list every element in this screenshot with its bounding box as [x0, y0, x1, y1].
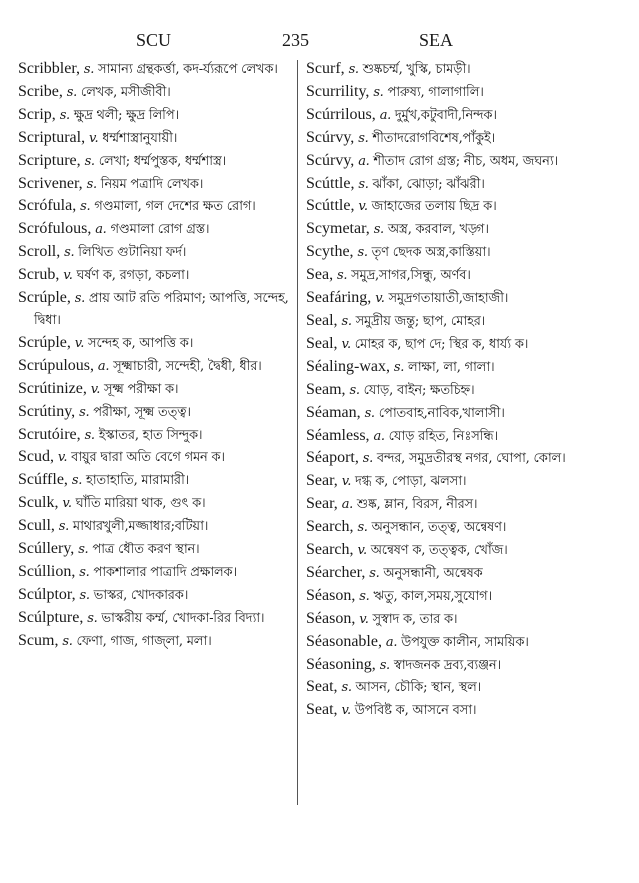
dictionary-entry — [18, 332, 308, 355]
dictionary-entry — [306, 654, 606, 677]
headword: Scúllery, — [18, 540, 75, 558]
part-of-speech: v. — [89, 130, 99, 146]
dictionary-entry — [306, 676, 606, 699]
right-column — [306, 58, 606, 722]
part-of-speech: s. — [393, 359, 405, 375]
definition: গণ্ডমালা, গল দেশের ক্ষত রোগ। — [94, 199, 256, 215]
part-of-speech: v. — [341, 474, 352, 490]
definition: লাক্ষা, লা, গালা। — [408, 359, 495, 375]
dictionary-entry — [18, 195, 308, 218]
headword: Scrub, — [18, 266, 60, 284]
part-of-speech: s. — [83, 62, 95, 77]
part-of-speech: s. — [84, 153, 95, 169]
part-of-speech: s. — [79, 404, 90, 420]
definition: ফেণা, গাজ, গাজ্‌লা, মলা। — [76, 633, 212, 649]
dictionary-entry — [306, 264, 606, 287]
dictionary-entry — [306, 402, 606, 425]
part-of-speech: s. — [78, 542, 89, 558]
part-of-speech: s. — [341, 313, 352, 329]
headword: Scythe, — [306, 243, 354, 261]
dictionary-entry — [18, 538, 308, 561]
headword: Séason, — [306, 609, 356, 627]
dictionary-entry — [18, 561, 308, 584]
definition: সামান্য গ্রন্থকর্ত্তা, কদ-র্য্যরূপে লেখক। — [98, 62, 278, 77]
headword: Search, — [306, 518, 354, 536]
definition: যোড় রহিত, নিঃসন্ধি। — [388, 428, 498, 444]
dictionary-entry — [18, 58, 308, 81]
part-of-speech: s. — [357, 520, 368, 536]
part-of-speech: v. — [341, 703, 351, 719]
part-of-speech: a. — [341, 497, 353, 513]
headword: Séasonable, — [306, 632, 382, 650]
dictionary-entry — [306, 493, 606, 516]
definition: পাকশালার পাত্রাদি প্রক্ষালক। — [93, 564, 237, 580]
part-of-speech: v. — [63, 268, 73, 284]
dictionary-entry — [306, 127, 606, 150]
part-of-speech: s. — [337, 268, 348, 284]
part-of-speech: s. — [379, 657, 390, 673]
part-of-speech: s. — [373, 222, 384, 238]
dictionary-entry — [306, 425, 606, 448]
definition: উপবিষ্ট ক, আসনে বসা। — [354, 703, 477, 719]
part-of-speech: v. — [357, 543, 367, 559]
definition: লেখা; ধর্ম্মপুস্তক, ধর্ম্মশাস্ত্র। — [98, 153, 227, 169]
dictionary-entry — [18, 355, 308, 378]
headword: Seam, — [306, 380, 346, 398]
definition: বন্দর, সমুদ্রতীরস্থ নগর, ঘোপা, কোল। — [376, 451, 566, 467]
left-column — [18, 58, 308, 653]
definition: অনুসন্ধানী, অন্বেষক — [383, 565, 483, 581]
definition: পরীক্ষা, সূক্ষ্ম তত্ত্ব। — [93, 404, 191, 420]
dictionary-entry — [18, 241, 308, 264]
dictionary-entry — [306, 562, 606, 585]
part-of-speech: s. — [348, 62, 359, 77]
headword: Scúlptor, — [18, 585, 76, 603]
part-of-speech: s. — [71, 473, 83, 489]
dictionary-entry — [18, 515, 308, 538]
dictionary-entry — [18, 127, 308, 150]
part-of-speech: s. — [80, 199, 91, 215]
dictionary-entry — [18, 81, 308, 104]
headword: Scurf, — [306, 60, 345, 77]
definition: ভাস্কর, খোদকারক। — [93, 587, 189, 603]
definition: ঘর্ষণ ক, রগড়া, কচলা। — [76, 268, 190, 284]
part-of-speech: a. — [358, 153, 370, 169]
headword: Scrúple, — [18, 289, 71, 307]
dictionary-entry — [306, 195, 606, 218]
dictionary-entry — [18, 287, 308, 332]
dictionary-entry — [306, 699, 606, 722]
definition: আসন, চৌকি; স্থান, স্থল। — [355, 680, 482, 696]
dictionary-entry — [306, 585, 606, 608]
definition: সমুদ্র,সাগর,সিন্ধু, অর্ণব। — [351, 268, 471, 284]
page-header — [0, 30, 639, 54]
headword: Scrúpulous, — [18, 356, 94, 374]
headword: Search, — [306, 541, 354, 559]
headword: Scúrrilous, — [306, 105, 376, 123]
page-number: 235 — [282, 30, 309, 50]
headword: Scúttle, — [306, 197, 355, 215]
headword: Séason, — [306, 586, 356, 604]
dictionary-entry — [306, 218, 606, 241]
part-of-speech: v. — [358, 199, 368, 215]
definition: উপযুক্ত কালীন, সাময়িক। — [401, 634, 529, 650]
definition: অস্ত্র, করবাল, খড়্গ। — [387, 222, 489, 238]
headword: Scribbler, — [18, 60, 81, 77]
dictionary-entry — [306, 173, 606, 196]
definition: ঘাঁতি মারিয়া থাক, গুৎ ক। — [75, 496, 206, 512]
dictionary-entry — [18, 492, 308, 515]
headword: Scribe, — [18, 82, 63, 100]
definition: ঋতু, কাল,সময়,সুযোগ। — [373, 588, 492, 604]
dictionary-entry — [18, 218, 308, 241]
headword: Scripture, — [18, 151, 81, 169]
dictionary-entry — [18, 607, 308, 630]
headword: Scrútiny, — [18, 402, 76, 420]
definition: পোতবাহ,নাবিক,খালাসী। — [378, 405, 505, 421]
headword: Scum, — [18, 631, 59, 649]
dictionary-entry — [306, 150, 606, 173]
part-of-speech: v. — [90, 381, 101, 397]
definition: ঝাঁকা, ঝোড়া; ঝাঁঝরী। — [372, 176, 485, 192]
part-of-speech: s. — [64, 245, 75, 261]
headword: Seat, — [306, 701, 338, 719]
part-of-speech: s. — [358, 176, 369, 192]
headword: Séaport, — [306, 449, 359, 467]
headword: Scúttle, — [306, 174, 355, 192]
part-of-speech: s. — [66, 84, 77, 100]
dictionary-entry — [18, 378, 308, 401]
part-of-speech: s. — [349, 382, 360, 398]
part-of-speech: v. — [57, 450, 68, 466]
dictionary-entry — [306, 470, 606, 493]
part-of-speech: a. — [385, 634, 398, 650]
dictionary-entry — [306, 104, 606, 127]
definition: ধর্ম্মশাস্ত্রানুযায়ী। — [102, 130, 178, 146]
definition: মাথারখুলী,মজ্জাধার;বটিয়া। — [72, 519, 209, 535]
headword: Seal, — [306, 311, 338, 329]
dictionary-entry — [306, 516, 606, 539]
definition: মোহর ক, ছাপ দে; স্থির ক, ধার্য্য ক। — [354, 336, 529, 352]
headword: Seafáring, — [306, 289, 372, 307]
dictionary-entry — [18, 173, 308, 196]
part-of-speech: v. — [341, 336, 351, 352]
headword: Sea, — [306, 266, 334, 284]
headword: Scull, — [18, 517, 55, 535]
header-left-guide-word: SCU — [136, 30, 172, 50]
definition: প্রায় আট রতি পরিমাণ; আপত্তি, সন্দেহ, দ্বিধা। — [34, 291, 289, 328]
part-of-speech: v. — [375, 291, 385, 307]
part-of-speech: s. — [364, 405, 375, 421]
part-of-speech: s. — [86, 176, 97, 192]
headword: Scurrility, — [306, 82, 370, 100]
headword: Seat, — [306, 678, 338, 696]
headword: Scrútinize, — [18, 379, 87, 397]
headword: Scroll, — [18, 243, 61, 261]
dictionary-entry — [306, 333, 606, 356]
dictionary-entry — [18, 150, 308, 173]
headword: Sear, — [306, 495, 338, 513]
definition: বায়ুর দ্বারা অতি বেগে গমন ক। — [71, 450, 225, 466]
headword: Scrúple, — [18, 333, 71, 351]
definition: সন্দেহ ক, আপত্তি ক। — [88, 335, 194, 351]
part-of-speech: s. — [74, 291, 85, 307]
headword: Scrófula, — [18, 197, 77, 215]
definition: শুষ্ক, ম্লান, বিরস, নীরস। — [356, 497, 478, 513]
definition: জাহাজের তলায় ছিদ্র ক। — [371, 199, 497, 215]
headword: Scúrvy, — [306, 151, 355, 169]
definition: সমুদ্রীয় জন্তু; ছাপ, মোহর। — [355, 313, 486, 329]
definition: লিখিত গুটানিয়া ফর্দ। — [78, 245, 187, 261]
part-of-speech: a. — [373, 428, 385, 444]
dictionary-entry — [306, 310, 606, 333]
part-of-speech: a. — [95, 222, 107, 238]
headword: Séaling-wax, — [306, 357, 390, 375]
part-of-speech: s. — [87, 610, 98, 626]
definition: সূক্ষ্ম পরীক্ষা ক। — [104, 381, 179, 397]
definition: স্বাদজনক দ্রব্য,ব্যঞ্জন। — [393, 657, 501, 673]
part-of-speech: a. — [379, 107, 391, 123]
definition: ইস্কাতর, হাত সিন্দুক। — [98, 427, 203, 443]
dictionary-entry — [306, 608, 606, 631]
definition: হাতাহাতি, মারামারী। — [85, 473, 190, 489]
headword: Scúlpture, — [18, 608, 84, 626]
headword: Scrófulous, — [18, 220, 92, 238]
definition: যোড়, বাইন; ক্ষতচিহ্ন। — [363, 382, 475, 398]
definition: ক্ষুদ্র থলী; ক্ষুদ্র লিপি। — [73, 107, 180, 123]
definition: সূক্ষ্মাচারী, সন্দেহী, দ্বৈধী, ধীর। — [113, 358, 262, 374]
part-of-speech: v. — [62, 496, 72, 512]
definition: সুস্বাদ ক, তার ক। — [372, 611, 458, 627]
dictionary-entry — [306, 58, 606, 81]
definition: শীতাদরোগবিশেষ,পাঁকুই। — [372, 130, 495, 146]
part-of-speech: s. — [79, 587, 90, 603]
definition: অন্বেষণ ক, তত্ত্বক, খোঁজ। — [370, 543, 508, 559]
definition: লেখক, মসীজীবী। — [80, 84, 171, 100]
part-of-speech: s. — [79, 564, 90, 580]
dictionary-entry — [306, 241, 606, 264]
dictionary-entry — [18, 469, 308, 492]
dictionary-entry — [18, 424, 308, 447]
part-of-speech: s. — [373, 84, 384, 100]
dictionary-entry — [18, 630, 308, 653]
part-of-speech: s. — [58, 519, 70, 535]
headword: Sear, — [306, 472, 338, 490]
part-of-speech: s. — [359, 588, 370, 604]
headword: Séarcher, — [306, 563, 366, 581]
headword: Scúrvy, — [306, 128, 355, 146]
headword: Sculk, — [18, 494, 59, 512]
dictionary-entry — [18, 264, 308, 287]
dictionary-entry — [18, 584, 308, 607]
definition: তৃণ ছেদক অস্ত্র,কাস্তিয়া। — [371, 245, 491, 261]
dictionary-entry — [306, 631, 606, 654]
definition: শুষ্কচর্ম্ম, খুস্কি, চামড়ী। — [362, 62, 471, 77]
dictionary-entry — [306, 356, 606, 379]
headword: Scúllion, — [18, 562, 76, 580]
part-of-speech: s. — [357, 245, 368, 261]
headword: Scud, — [18, 448, 54, 466]
dictionary-entry — [306, 447, 606, 470]
definition: দগ্ধ ক, পোড়া, ঝলসা। — [354, 474, 467, 490]
definition: অনুসন্ধান, তত্ত্ব, অন্বেষণ। — [371, 520, 507, 536]
dictionary-entry — [306, 539, 606, 562]
part-of-speech: s. — [369, 565, 380, 581]
headword: Scúffle, — [18, 471, 68, 489]
headword: Scrivener, — [18, 174, 83, 192]
column-divider — [297, 60, 298, 805]
part-of-speech: s. — [62, 633, 73, 649]
part-of-speech: s. — [59, 107, 70, 123]
definition: ভাস্করীয় কর্ম্ম, খোদকা-রির বিদ্যা। — [101, 610, 265, 626]
part-of-speech: a. — [97, 358, 110, 374]
part-of-speech: s. — [358, 130, 369, 146]
headword: Seal, — [306, 334, 338, 352]
definition: সমুদ্রগতায়াতী,জাহাজী। — [388, 291, 509, 307]
headword: Scrutóire, — [18, 425, 81, 443]
definition: নিয়ম পত্রাদি লেখক। — [100, 176, 204, 192]
definition: শীতাদ রোগ গ্রস্ত; নীচ, অধম, জঘন্য। — [373, 153, 558, 169]
headword: Scriptural, — [18, 128, 86, 146]
headword: Scrip, — [18, 105, 56, 123]
headword: Scymetar, — [306, 220, 370, 238]
dictionary-entry — [306, 379, 606, 402]
header-right-guide-word: SEA — [419, 30, 454, 50]
part-of-speech: s. — [362, 451, 373, 467]
definition: গণ্ডমালা রোগ গ্রস্ত। — [110, 222, 210, 238]
part-of-speech: s. — [84, 427, 95, 443]
definition: পাত্র ধৌত করণ স্থান। — [92, 542, 200, 558]
dictionary-entry — [306, 287, 606, 310]
headword: Séasoning, — [306, 655, 376, 673]
definition: দুর্মুখ,কটুবাদী,নিন্দক। — [394, 107, 497, 123]
dictionary-entry — [306, 81, 606, 104]
dictionary-entry — [18, 401, 308, 424]
dictionary-entry — [18, 446, 308, 469]
part-of-speech: v. — [74, 335, 85, 351]
headword: Séaman, — [306, 403, 361, 421]
dictionary-entry — [18, 104, 308, 127]
definition: পারুষ্য, গালাগালি। — [387, 84, 484, 100]
part-of-speech: s. — [341, 680, 352, 696]
part-of-speech: v. — [359, 611, 369, 627]
headword: Séamless, — [306, 426, 370, 444]
